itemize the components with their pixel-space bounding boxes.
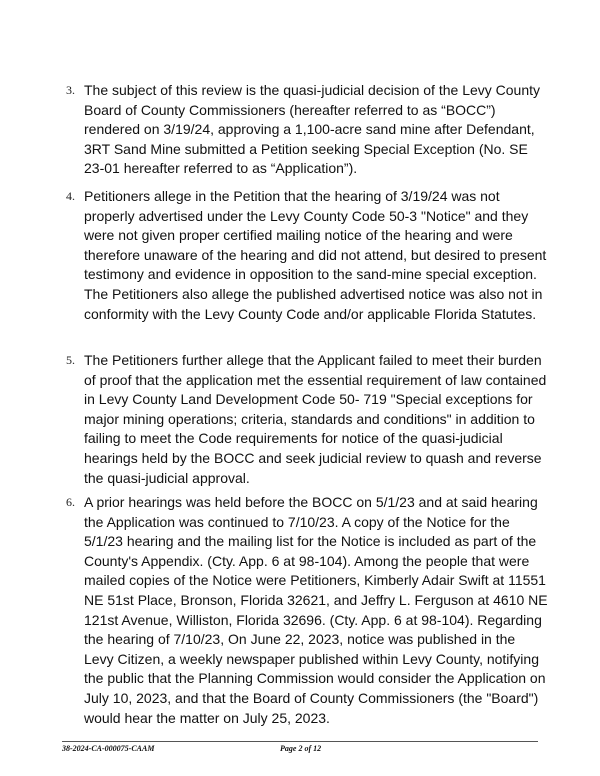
paragraph-3: [66, 81, 548, 179]
footer-divider: [62, 741, 538, 742]
paragraph-number: 4.: [66, 189, 75, 203]
paragraph-5: [66, 351, 548, 488]
paragraph-text: Petitioners allege in the Petition that the hearing of 3/19/24 was not properly advertised under the Levy County Code 50-3 "Notice" and they were not given proper certified mailing notice of the hearing and were therefore unaware of the hearing and did not attend, but desired to present testimony and evidence in opposition to the sand-mine special exception. The Petitioners also allege the published advertised notice was also not in conformity with the Levy County Code and/or applicable Florida Statutes.: [84, 188, 547, 322]
footer-case-number: 38-2024-CA-000075-CAAM: [62, 744, 155, 753]
paragraph-6: [66, 493, 548, 728]
paragraph-text: A prior hearings was held before the BOCC on 5/1/23 and at said hearing the Application was continued to 7/10/23. A copy of the Notice for the 5/1/23 hearing and the mailing list for the Notice is included as part of the County's Appendix. (Cty. App. 6 at 98-104). Among the people that were mailed copies of the Notice were Petitioners, Kimberly Adair Swift at 11551 NE 51st Place, Bronson, Florida 32621, and Jeffry L. Ferguson at 4610 NE 121st Avenue, Williston, Florida 32696. (Cty. App. 6 at 98-104). Regarding the hearing of 7/10/23, On June 22, 2023, notice was published in the Levy Citizen, a weekly newspaper published within Levy County, notifying the public that the Planning Commission would consider the Application on July 10, 2023, and that the Board of County Commissioners (the "Board") would hear the matter on July 25, 2023.: [84, 494, 548, 726]
paragraph-text: The subject of this review is the quasi-judicial decision of the Levy County Board of County Commissioners (hereafter referred to as “BOCC”) rendered on 3/19/24, approving a 1,100-acre sand mine after Defendant, 3RT Sand Mine submitted a Petition seeking Special Exception (No. SE 23-01 hereafter referred to as “Application”).: [84, 82, 541, 177]
paragraph-number: 3.: [66, 83, 75, 97]
paragraph-number: 5.: [66, 353, 75, 367]
paragraph-4: [66, 187, 548, 324]
paragraph-text: The Petitioners further allege that the Applicant failed to meet their burden of proof that the application met the essential requirement of law contained in Levy County Land Development Code 50- 719 "Special exceptions for major mining operations; criteria, standards and conditions" in addition to failing to meet the Code requirements for notice of the quasi-judicial hearings held by the BOCC and seek judicial review to quash and reverse the quasi-judicial approval.: [84, 352, 547, 486]
paragraph-number: 6.: [66, 495, 75, 509]
footer-page-number: Page 2 of 12: [280, 744, 322, 753]
